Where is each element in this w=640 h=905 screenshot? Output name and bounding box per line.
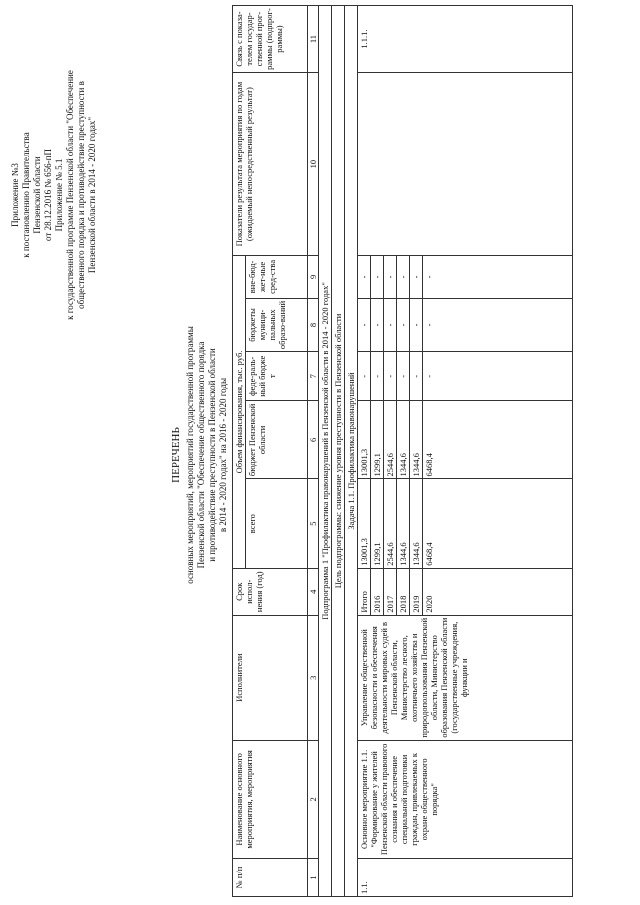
total-cell: 2544,6 <box>384 479 397 568</box>
header-regional-budget: бюджет Пензенской области <box>246 401 308 479</box>
total-cell: 1299,1 <box>371 479 384 568</box>
header-indicators: Показатели результата мероприятия по годам (ожидаемый непосредственный результат) <box>233 73 308 256</box>
regional-cell: 13001,3 <box>358 401 371 479</box>
municipal-cell: - <box>397 298 410 352</box>
municipal-cell: - <box>423 298 573 352</box>
regional-cell: 1299,1 <box>371 401 384 479</box>
extra-cell: - <box>371 256 384 298</box>
column-number: 6 <box>308 401 319 479</box>
term-cell: 2019 <box>410 568 423 615</box>
regional-cell: 1344,6 <box>410 401 423 479</box>
municipal-cell: - <box>371 298 384 352</box>
column-number: 3 <box>308 615 319 740</box>
appendix-line: к постановлению Правительства <box>21 132 31 258</box>
extra-cell: - <box>397 256 410 298</box>
header-federal-budget: феде-раль-ный бюдже т <box>246 352 308 401</box>
municipal-cell: - <box>410 298 423 352</box>
header-term: Срок испол-нения (год) <box>233 568 308 615</box>
measure-name: Основное мероприятие 1.1. "Формирование у жителей Пензенской области правового сознания и обеспечение специальной подготовки граждан, привлекаемых к охране общественного порядка" <box>358 740 573 858</box>
task-row: Задача 1.1. Профилактика правонарушений <box>345 6 358 897</box>
column-number: 4 <box>308 568 319 615</box>
appendix-line: общественного порядка и противодействие преступности в <box>76 81 86 309</box>
term-cell: 2020 <box>423 568 573 615</box>
regional-cell: 1344,6 <box>397 401 410 479</box>
regional-cell: 6468,4 <box>423 401 573 479</box>
extra-cell: - <box>358 256 371 298</box>
extra-cell: - <box>384 256 397 298</box>
column-number: 9 <box>308 256 319 298</box>
federal-cell: - <box>358 352 371 401</box>
title-heading: ПЕРЕЧЕНЬ <box>170 427 182 483</box>
document-title <box>170 235 229 675</box>
goal-row: Цель подпрограммы: снижение уровня преступности в Пензенской области <box>332 6 345 897</box>
term-cell: 2017 <box>384 568 397 615</box>
row-number: 1.1. <box>358 859 573 897</box>
header-executors: Исполнители <box>233 615 308 740</box>
appendix-line: к государственной программе Пензенской области "Обеспечение <box>65 70 75 320</box>
federal-cell: - <box>384 352 397 401</box>
regional-cell: 2544,6 <box>384 401 397 479</box>
indicator-cell <box>358 73 573 256</box>
federal-cell: - <box>410 352 423 401</box>
column-number: 5 <box>308 479 319 568</box>
link-cell: 1.1.1. <box>358 6 573 73</box>
appendix-line: Пензенской области в 2014 - 2020 годах" <box>87 116 97 274</box>
appendix-line: Приложение №3 <box>10 163 20 227</box>
header-link: Связь с показа-телем государ-ственной прог-раммы (подпрог-раммы) <box>233 6 308 73</box>
title-line: основных мероприятий, мероприятий государственной программы <box>185 326 195 584</box>
column-number: 8 <box>308 298 319 352</box>
appendix-line: Пензенской области <box>32 156 42 234</box>
municipal-cell: - <box>358 298 371 352</box>
appendix-line: Приложение № 5.1 <box>54 158 64 232</box>
measure-executors: Управление общественной безопасности и обеспечения деятельности мировых судей в Пензенской области, Министерство лесного, охотничьего хозяйства и природопользования Пензенской области, Министерство образования Пензенской области (государственные учреждения, функции и <box>358 615 573 740</box>
header-funding: Объем финансирования, тыс. руб. <box>233 256 246 569</box>
measures-table <box>232 5 573 897</box>
federal-cell: - <box>371 352 384 401</box>
title-line: Пензенской области "Обеспечение общественного порядка <box>196 341 206 569</box>
extra-cell: - <box>410 256 423 298</box>
column-number: 10 <box>308 73 319 256</box>
header-municipal-budget: бюджеты муници-пальных образо-ваний <box>246 298 308 352</box>
column-number: 1 <box>308 859 319 897</box>
column-number: 11 <box>308 6 319 73</box>
subprogram-row: Подпрограмма 1 "Профилактика правонарушений в Пензенской области в 2014 - 2020 годах" <box>319 6 332 897</box>
column-number: 7 <box>308 352 319 401</box>
title-line: и противодействие преступности в Пензенской области <box>207 348 217 562</box>
federal-cell: - <box>423 352 573 401</box>
extra-cell: - <box>423 256 573 298</box>
term-cell: Итого <box>358 568 371 615</box>
federal-cell: - <box>397 352 410 401</box>
header-no: № п/п <box>233 859 308 897</box>
header-name: Наименование основного мероприятия, мероприятия <box>233 740 308 858</box>
municipal-cell: - <box>384 298 397 352</box>
header-total: всего <box>246 479 308 568</box>
appendix-header <box>10 45 98 345</box>
appendix-line: от 28.12.2016 № 656-пП <box>43 149 53 241</box>
term-cell: 2016 <box>371 568 384 615</box>
header-extrabudgetary: вне-бюд-жет-ные сред-ства <box>246 256 308 298</box>
column-numbers-row <box>308 6 319 897</box>
table-row <box>358 6 371 897</box>
total-cell: 1344,6 <box>397 479 410 568</box>
column-number: 2 <box>308 740 319 858</box>
title-line: в 2014 - 2020 годах" на 2016 - 2020 годы <box>218 377 228 533</box>
total-cell: 1344,6 <box>410 479 423 568</box>
total-cell: 13001,3 <box>358 479 371 568</box>
total-cell: 6468,4 <box>423 479 573 568</box>
term-cell: 2018 <box>397 568 410 615</box>
